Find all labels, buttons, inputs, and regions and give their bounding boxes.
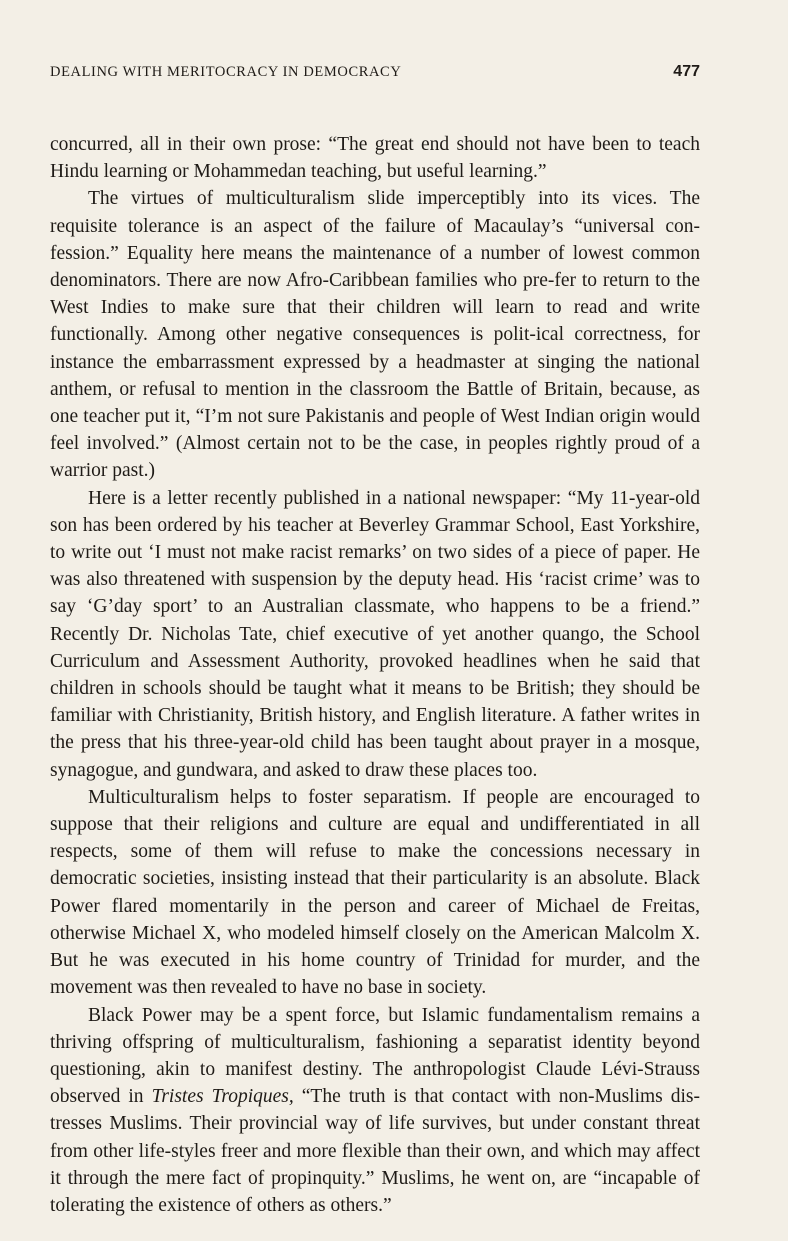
paragraph-islamic-fundamentalism — [50, 1002, 700, 1220]
book-title: Tristes Tropiques, — [151, 1086, 294, 1108]
running-head: DEALING WITH MERITOCRACY IN DEMOCRACY — [50, 64, 402, 80]
body-text — [50, 131, 700, 1219]
paragraph-newspaper-letter: Here is a letter recently published in a national newspaper: “My 11-year-old son has been ordered by his teacher at Beverley Grammar School, East Yorkshire, to write out ‘I must not make racist remarks’ on two sides of a piece of paper. He was also threatened with suspension by the deputy head. His ‘racist crime’ was to say ‘G’day sport’ to an Australian classmate, who happens to be a friend.” Recently Dr. Nicholas Tate, chief executive of yet another quango, the School Curriculum and Assessment Authority, provoked headlines when he said that children in schools should be taught what it means to be British; they should be familiar with Christianity, British history, and English literature. A father writes in the press that his three-year-old child has been taught about prayer in a mosque, synagogue, and gundwara, and asked to draw these places too. — [50, 487, 700, 781]
paragraph-text-before-title: Black Power may be a spent force, but Islamic fundamentalism remains a thriving offspring of multiculturalism, fashioning a separatist identity beyond questioning, akin to manifest destiny. The anthropologist Claude Lévi-Strauss observed in — [50, 1004, 700, 1108]
page-number: 477 — [673, 63, 700, 80]
page-header — [50, 64, 700, 86]
paragraph-text-after-title: “The truth is that contact with non-Muslims dis-tresses Muslims. Their provincial way of life survives, but under constant threat from other life-styles freer and more flexible than their own, and which may affect it through the mere fact of propinquity.” Muslims, he went on, are “incapable of tolerating the existence of others as others.” — [50, 1086, 701, 1216]
paragraph-continued: concurred, all in their own prose: “The great end should not have been to teach Hindu learning or Mohammedan teaching, but useful learning.” — [50, 134, 700, 183]
paragraph-multiculturalism-vices: The virtues of multiculturalism slide imperceptibly into its vices. The requisite tolerance is an aspect of the failure of Macaulay’s “universal con-fession.” Equality here means the maintenance of a number of lowest common denominators. There are now Afro-Caribbean families who pre-fer to return to the West Indies to make sure that their children will learn to read and write functionally. Among other negative consequences is polit-ical correctness, for instance the embarrassment expressed by a headmaster at singing the national anthem, or refusal to mention in the classroom the Battle of Britain, because, as one teacher put it, “I’m not sure Pakistanis and people of West Indian origin would feel involved.” (Almost certain not to be the case, in peoples rightly proud of a warrior past.) — [50, 188, 700, 482]
paragraph-separatism: Multiculturalism helps to foster separatism. If people are encouraged to suppose that their religions and culture are equal and undifferentiated in all respects, some of them will refuse to make the concessions necessary in democratic societies, insisting instead that their particularity is an absolute. Black Power flared momentarily in the person and career of Michael de Freitas, otherwise Michael X, who modeled himself closely on the American Malcolm X. But he was executed in his home country of Trinidad for murder, and the movement was then revealed to have no base in society. — [50, 786, 700, 999]
